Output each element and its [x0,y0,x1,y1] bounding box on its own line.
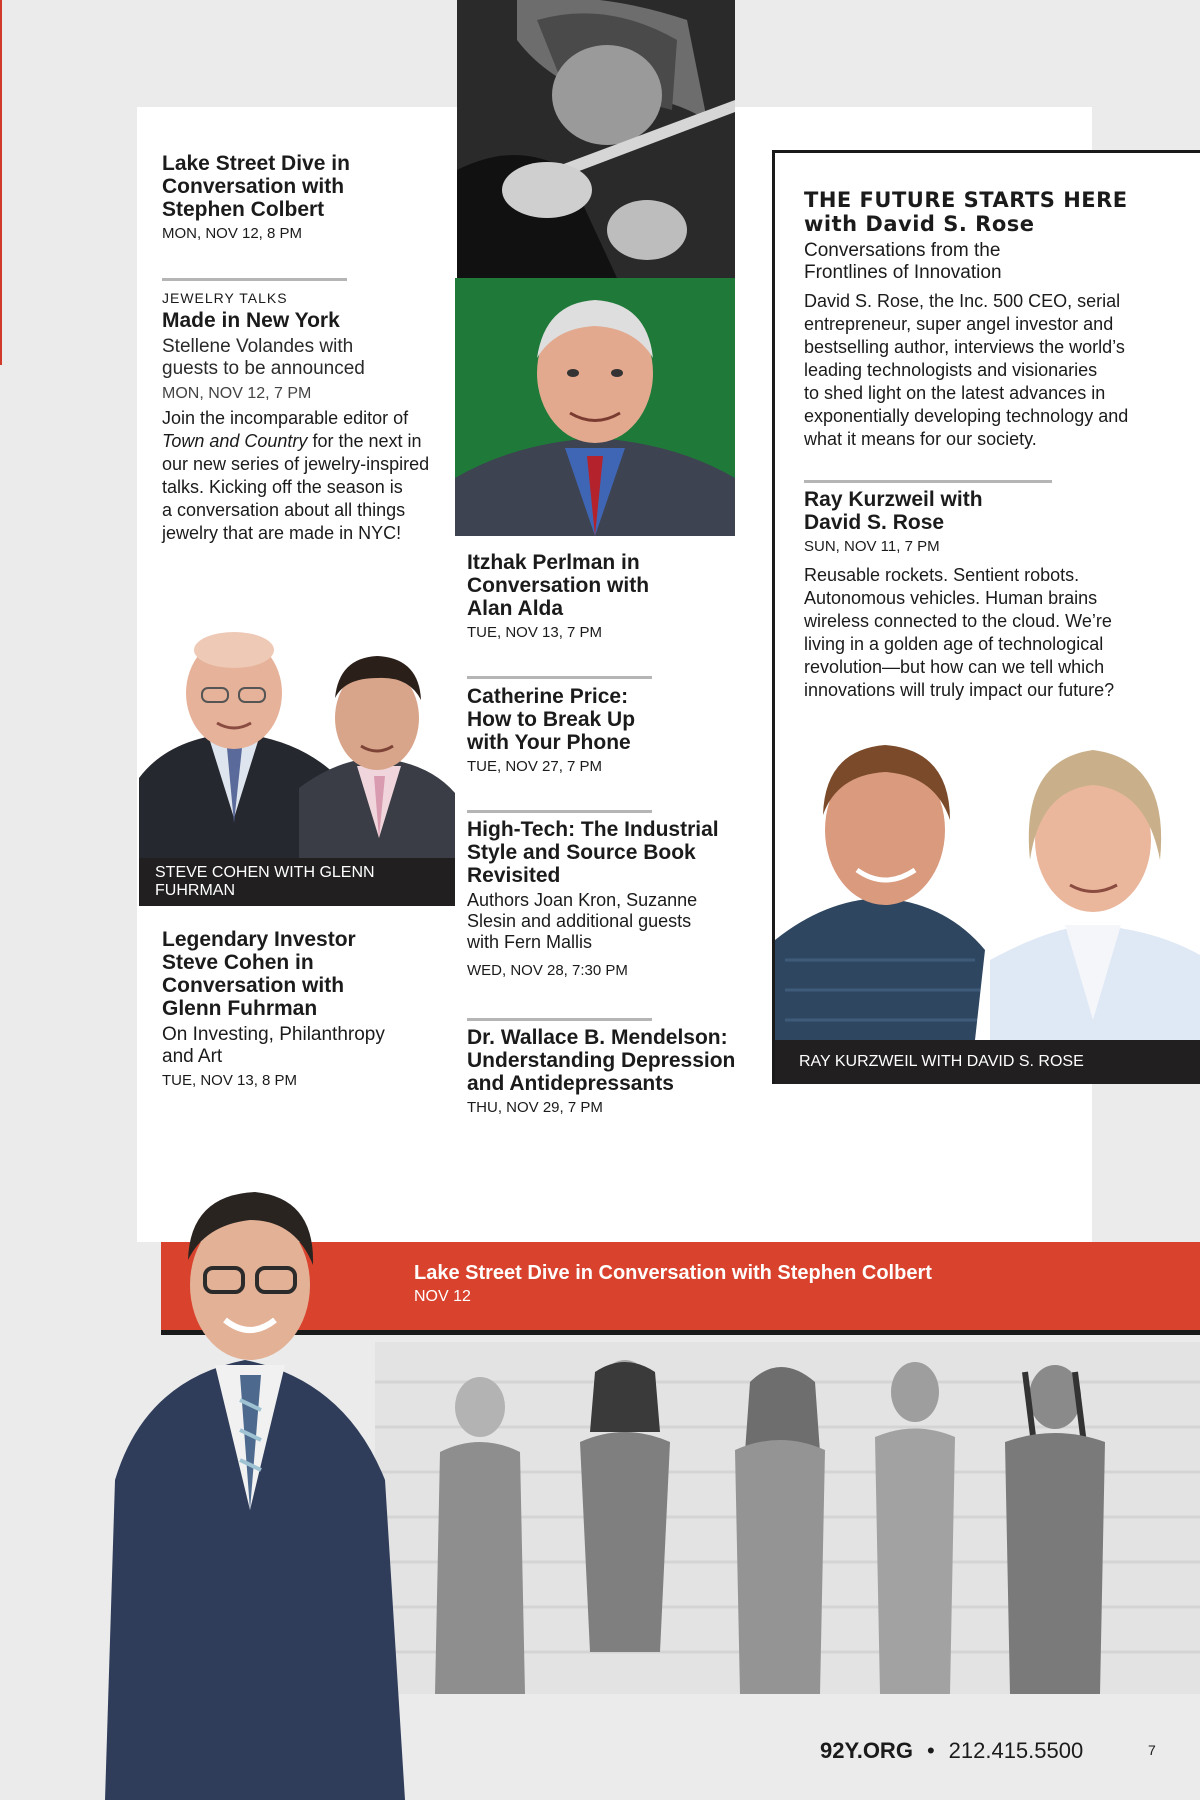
event-title-line: Alan Alda [467,597,564,620]
event-made-in-new-york [162,290,462,545]
series-description [804,290,1194,451]
event-date: MON, NOV 12, 8 PM [162,225,303,242]
page-number: 7 [1148,1742,1156,1758]
footer-contact [820,1738,1083,1764]
description-line: innovations will truly impact our future? [804,680,1115,700]
event-title-line: Glenn Fuhrman [162,997,318,1020]
divider [162,278,347,281]
divider [467,676,652,679]
event-date: TUE, NOV 13, 7 PM [467,624,603,641]
event-title-line: High-Tech: The Industrial [467,818,719,841]
event-date: WED, NOV 28, 7:30 PM [467,962,628,979]
event-lake-street-dive [162,152,452,243]
event-mendelson [467,1026,757,1117]
event-catherine-price [467,685,737,776]
event-title-line: Conversation with [162,175,345,198]
description-line: wireless connected to the cloud. We’re [804,611,1112,631]
event-title-line: Dr. Wallace B. Mendelson: [467,1026,728,1049]
itzhak-perlman-photo [457,0,735,278]
event-date: SUN, NOV 11, 7 PM [804,538,940,555]
event-date: TUE, NOV 13, 8 PM [162,1072,298,1089]
event-title [467,551,737,620]
description-line: leading technologists and visionaries [804,360,1098,380]
description-line: Reusable rockets. Sentient robots. [804,565,1080,585]
kurzweil-rose-photo [775,720,1200,1040]
event-title-line: Catherine Price: [467,685,629,708]
event-title-line: David S. Rose [804,511,945,534]
subtitle-line: and Art [162,1046,223,1067]
description-line: a conversation about all things [162,500,406,520]
divider [804,480,1052,483]
description-line: exponentially developing technology and [804,406,1129,426]
photo-caption: STEVE COHEN WITH GLENN FUHRMAN [139,858,455,906]
cohen-fuhrman-photo [139,588,455,858]
series-title-line: THE FUTURE STARTS HERE [804,188,1128,212]
event-subtitle [467,890,757,953]
event-title-line: Lake Street Dive in [162,152,350,175]
alan-alda-photo [455,278,735,536]
series-title [804,188,1194,236]
divider [467,1018,652,1021]
description-line: talks. Kicking off the season is [162,477,403,497]
description-line: entrepreneur, super angel investor and [804,314,1114,334]
description-line: Join the incomparable editor of [162,408,409,428]
event-title-line: with Your Phone [467,731,631,754]
event-title-line: Legendary Investor [162,928,356,951]
subtitle-line: Frontlines of Innovation [804,262,1002,283]
subtitle-line: On Investing, Philanthropy [162,1024,385,1045]
phone-number[interactable]: 212.415.5500 [948,1738,1084,1763]
event-title [162,152,452,221]
event-title [467,818,757,887]
series-future-starts-here [804,188,1194,451]
series-subtitle [804,240,1194,284]
event-description [804,564,1194,702]
event-title [804,488,1194,534]
subtitle-line: Conversations from the [804,240,1001,261]
divider [467,810,652,813]
separator-bullet: • [926,1738,935,1763]
series-kicker: JEWELRY TALKS [162,290,288,306]
event-title [467,685,737,754]
event-ray-kurzweil [804,488,1194,702]
event-date: TUE, NOV 27, 7 PM [467,758,603,775]
event-date: MON, NOV 12, 7 PM [162,385,312,402]
description-line: living in a golden age of technological [804,634,1104,654]
event-title-line: Understanding Depression [467,1049,736,1072]
subtitle-line: Authors Joan Kron, Suzanne [467,890,698,910]
event-title-line: Conversation with [162,974,345,997]
subtitle-line: with Fern Mallis [467,932,593,952]
event-title-line: Itzhak Perlman in [467,551,640,574]
description-line: our new series of jewelry-inspired [162,454,430,474]
description-line [162,430,462,453]
event-title: Made in New York [162,309,340,332]
left-edge-accent [0,0,2,365]
event-title-line: and Antidepressants [467,1072,674,1095]
event-title-line: Ray Kurzweil with [804,488,983,511]
event-perlman-alda [467,551,737,642]
website-link[interactable]: 92Y.ORG [820,1738,913,1763]
event-date: THU, NOV 29, 7 PM [467,1099,603,1116]
banner-title: Lake Street Dive in Conversation with Stephen Colbert [414,1262,932,1284]
stephen-colbert-photo [85,1180,415,1800]
event-title-line: Stephen Colbert [162,198,325,221]
description-line: Autonomous vehicles. Human brains [804,588,1098,608]
event-title-line: Revisited [467,864,561,887]
description-line: to shed light on the latest advances in [804,383,1106,403]
description-text: for the next in [307,431,422,451]
event-subtitle [162,1024,462,1068]
magazine-title: Town and Country [162,431,308,451]
subtitle-line: guests to be announced [162,358,365,379]
event-steve-cohen [162,928,462,1090]
event-description [162,407,462,545]
event-title-line: Style and Source Book [467,841,696,864]
event-high-tech [467,818,757,980]
event-title-line: How to Break Up [467,708,636,731]
description-line: jewelry that are made in NYC! [162,523,402,543]
event-title-line: Conversation with [467,574,650,597]
subtitle-line: Stellene Volandes with [162,336,354,357]
banner-date: NOV 12 [414,1288,471,1305]
photo-caption: RAY KURZWEIL WITH DAVID S. ROSE [775,1040,1200,1084]
description-line: what it means for our society. [804,429,1037,449]
event-subtitle [162,336,462,380]
subtitle-line: Slesin and additional guests [467,911,692,931]
event-title [162,928,462,1020]
series-title-line: with David S. Rose [804,212,1035,236]
event-title [467,1026,757,1095]
event-title-line: Steve Cohen in [162,951,314,974]
description-line: bestselling author, interviews the world’s [804,337,1125,357]
lake-street-dive-band-photo [375,1342,1200,1694]
description-line: David S. Rose, the Inc. 500 CEO, serial [804,291,1121,311]
description-line: revolution—but how can we tell which [804,657,1105,677]
